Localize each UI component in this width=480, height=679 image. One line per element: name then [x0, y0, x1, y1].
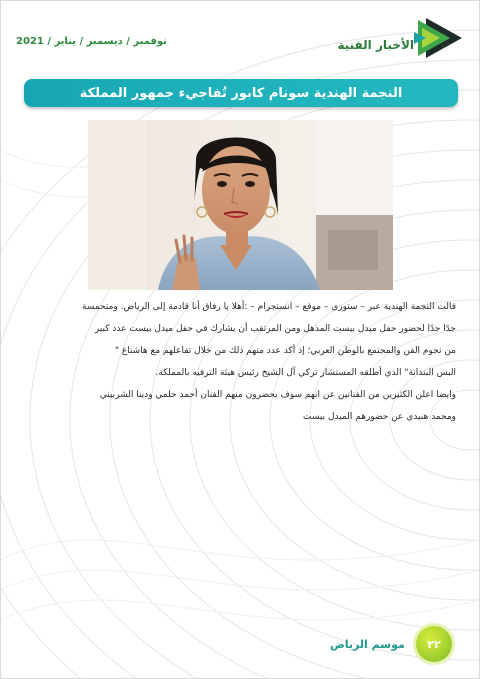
- article-line-2: جدًا جدًا لحضور حفل ميدل بيست المذهل ومن المرتقب أن يشارك في حفل ميدل بيست عدد كبير: [94, 324, 456, 334]
- article-photo: [88, 120, 393, 290]
- article-line-5: وايضا اعلن الكثيرين من الفنانين عن انهم سوف يحضرون منهم الفنان أحمد حلمي ودينا الشربيني: [99, 390, 456, 400]
- article-line-1: قالت النجمة الهندية عبر – ستوري – موقع – انستجرام – :أهلا يا رفاق أنا قادمة إلى الرياض. ومتحمسة: [82, 302, 456, 312]
- brand-logo: [314, 16, 464, 60]
- section-name: موسم الرياض: [330, 638, 405, 651]
- article-title: النجمة الهندية سونام كابور تُفاجيء جمهور المملكة: [79, 85, 403, 101]
- article-line-6: ومحمد هنيدي عن حضورهم الميدل بيست: [303, 412, 456, 422]
- brand-name: الأخبار الفنية: [337, 38, 414, 52]
- page-number-badge: [416, 626, 452, 662]
- page-number: ٢٢: [427, 637, 441, 651]
- title-banner: [24, 79, 458, 107]
- article-line-4: البس البندانة" الذي أطلقه المستشار تركي آل الشيخ رئيس هيئة الترفيه بالمملكة.: [155, 368, 456, 378]
- play-triangle-logo-icon: [412, 16, 464, 60]
- issue-date: نوفمبر / ديسمبر / يناير / 2021: [16, 36, 167, 47]
- article-body: [26, 296, 456, 428]
- portrait-photo: [88, 120, 393, 290]
- article-line-3: من نجوم الفن والمجتمع بالوطن العربي؛ إذ أكد عدد منهم ذلك من خلال تفاعلهم مع هاشتاغ ": [114, 346, 456, 356]
